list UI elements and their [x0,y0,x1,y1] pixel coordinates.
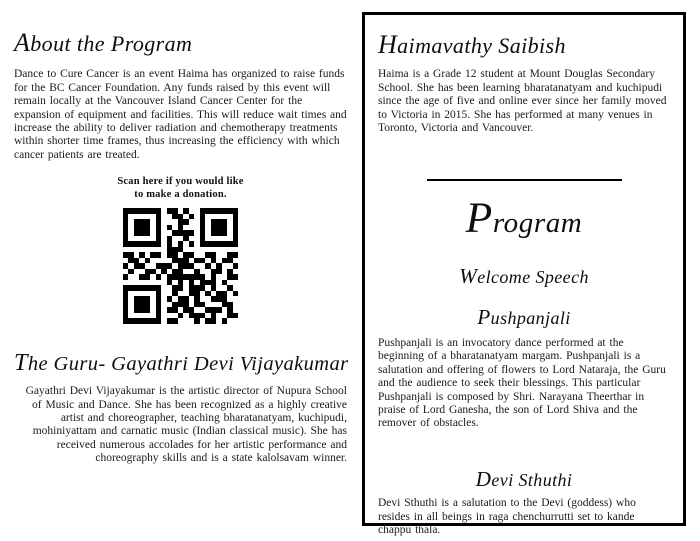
program-title: Program [465,194,583,243]
program-item-heading-welcome-speech: Welcome Speech [459,263,589,288]
qr-module [233,318,239,324]
program-item-description-devi-sthuthi: Devi Sthuthi is a salutation to the Devi (goddess) who resides in all beings in raga chenchurrutti set to kande chappu thala. [378,497,636,537]
about-text: Dance to Cure Cancer is an event Haima has organized to raise funds for the BC Cancer Foundation. Any funds raised by this event will remain locally at the Vancouver Island Cancer Center for the expansion of equipment and facilities. This will reduce wait times and increase the ability to deliver radiation and chemotherapy treatments within shorter time frames, thus increasing the efficiency with which cancer patients are treated. [14,68,347,161]
guru-text: Gayathri Devi Vijayakumar is the artistic director of Nupura School of Music and Dance. She has been recognized as a highly creative artist and choreographer, teaching bharatanatyam, kuchipudi, mohiniyattam and carnatic music (Indian classical music). She has received numerous accolades for her artistic performance and choreography skills and is a state kalolsavam winner. [25,385,347,465]
right-page-panel [362,12,686,537]
left-page-panel [14,0,347,541]
performer-heading: Haimavathy Saibish [378,30,566,59]
guru-heading: The Guru- Gayathri Devi Vijayakumar [14,348,349,376]
donation-instruction [14,176,347,201]
section-divider [427,179,622,181]
donation-instruction-line1: Scan here if you would like [117,176,244,188]
about-heading: About the Program [14,28,193,57]
donation-qr-code [123,208,239,324]
program-item-heading-devi-sthuthi: Devi Sthuthi [475,466,573,491]
performer-bio-text: Haima is a Grade 12 student at Mount Douglas Secondary School. She has been learning bharatanatyam and kuchipudi since the age of five and online ever since her family moved to Victoria in 2015. She has performed at many venues in Toronto, Victoria and Vancouver. [378,68,667,135]
donation-instruction-line2: to make a donation. [134,188,227,200]
program-item-heading-pushpanjali: Pushpanjali [477,305,571,330]
program-item-description-pushpanjali: Pushpanjali is an invocatory dance performed at the beginning of a bharatanatyam margam. Pushpanjali is a salutation and offering of flowers to Lord Nataraja, the Guru and the audience to seek their blessings. This particular Pushpanjali is composed by Shri. Narayana Theerthar in praise of Lord Ganesha, the son of Lord Shiva and the remover of obstacles. [378,336,666,430]
